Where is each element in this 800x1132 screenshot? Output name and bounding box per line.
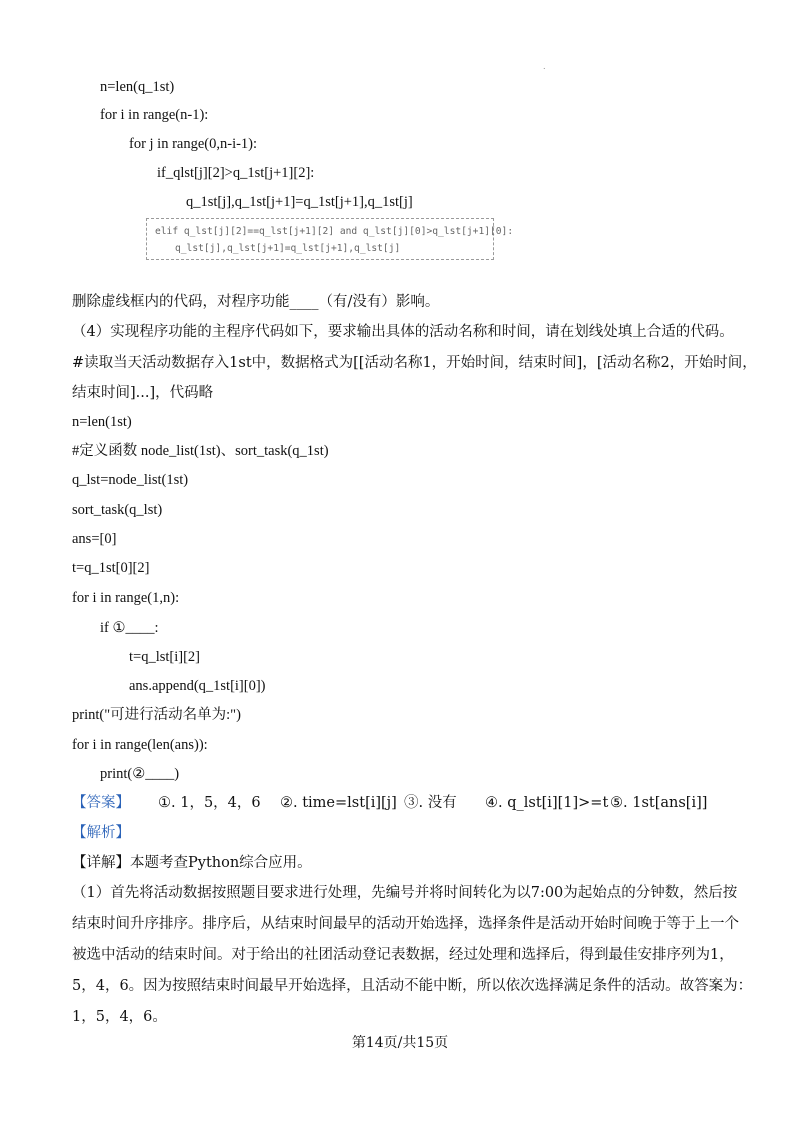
boxed-code-line-1: elif q_lst[j][2]==q_lst[j+1][2] and q_lst[j][0]>q_lst[j+1][0]: — [155, 226, 514, 237]
main-code-11: print("可进行活动名单为:") — [72, 707, 241, 723]
question-4: （4）实现程序功能的主程序代码如下，要求输出具体的活动名称和时间，请在划线处填上合适的代码。 — [72, 324, 734, 340]
answer-label: 【答案】 — [72, 795, 130, 811]
answer-3: ③. 没有 — [404, 795, 457, 811]
comment-line-1b: 结束时间]...]，代码略 — [72, 385, 214, 401]
code-line-5: q_1st[j],q_1st[j+1]=q_1st[j+1],q_1st[j] — [186, 194, 413, 210]
main-code-12: for i in range(len(ans)): — [72, 737, 208, 753]
main-code-9: t=q_lst[i][2] — [129, 649, 200, 665]
code-line-3: for j in range(0,n-i-1): — [129, 136, 258, 152]
analysis-p1a: （1）首先将活动数据按照题目要求进行处理，先编号并将时间转化为以7:00为起始点的分钟数，然后按 — [72, 885, 738, 901]
main-code-10: ans.append(q_1st[i][0]) — [129, 678, 266, 694]
page-number: 第14页/共15页 — [351, 1035, 449, 1051]
main-code-4: sort_task(q_lst) — [72, 502, 163, 518]
main-code-1: n=len(1st) — [72, 414, 132, 430]
code-line-1: n=len(q_1st) — [100, 79, 175, 95]
answer-4: ④. q_lst[i][1]>=t — [485, 795, 609, 811]
main-code-6: t=q_1st[0][2] — [72, 560, 150, 576]
code-line-4: if_qlst[j][2]>q_1st[j+1][2]: — [157, 165, 315, 181]
delete-note: 删除虚线框内的代码，对程序功能____（有/没有）影响。 — [72, 294, 440, 310]
main-code-8: if ①____: — [100, 620, 159, 636]
main-code-2: #定义函数 node_list(1st)、sort_task(q_1st) — [72, 443, 329, 459]
dashed-code-box — [146, 218, 514, 260]
answer-2: ②. time=lst[i][j] — [280, 795, 397, 811]
main-code-5: ans=[0] — [72, 531, 117, 547]
analysis-p1c: 被选中活动的结束时间。对于给出的社团活动登记表数据，经过处理和选择后，得到最佳安排序列为1， — [72, 947, 734, 963]
analysis-p1e: 1，5，4，6。 — [72, 1009, 167, 1025]
answer-1: ①. 1，5，4，6 — [158, 795, 261, 811]
main-code-7: for i in range(1,n): — [72, 590, 180, 606]
comment-line-1a: #读取当天活动数据存入1st中，数据格式为[[活动名称1，开始时间，结束时间]，[活动名称2，开始时间， — [72, 355, 757, 371]
answer-5: ⑤. 1st[ans[i]] — [610, 795, 708, 811]
main-code-3: q_lst=node_list(1st) — [72, 472, 189, 488]
detail-line: 【详解】本题考查Python综合应用。 — [72, 855, 312, 871]
analysis-p1d: 5，4，6。因为按照结束时间最早开始选择，且活动不能中断，所以依次选择满足条件的活动。故答案为： — [72, 978, 753, 994]
boxed-code-line-2: q_lst[j],q_lst[j+1]=q_lst[j+1],q_lst[j] — [175, 243, 401, 254]
analysis-p1b: 结束时间升序排序。排序后，从结束时间最早的活动开始选择，选择条件是活动开始时间晚于等于上一个 — [72, 916, 739, 932]
analysis-label: 【解析】 — [72, 825, 130, 841]
code-line-2: for i in range(n-1): — [100, 107, 209, 123]
main-code-13: print(②____) — [100, 766, 180, 782]
scan-dot: . — [543, 62, 546, 71]
